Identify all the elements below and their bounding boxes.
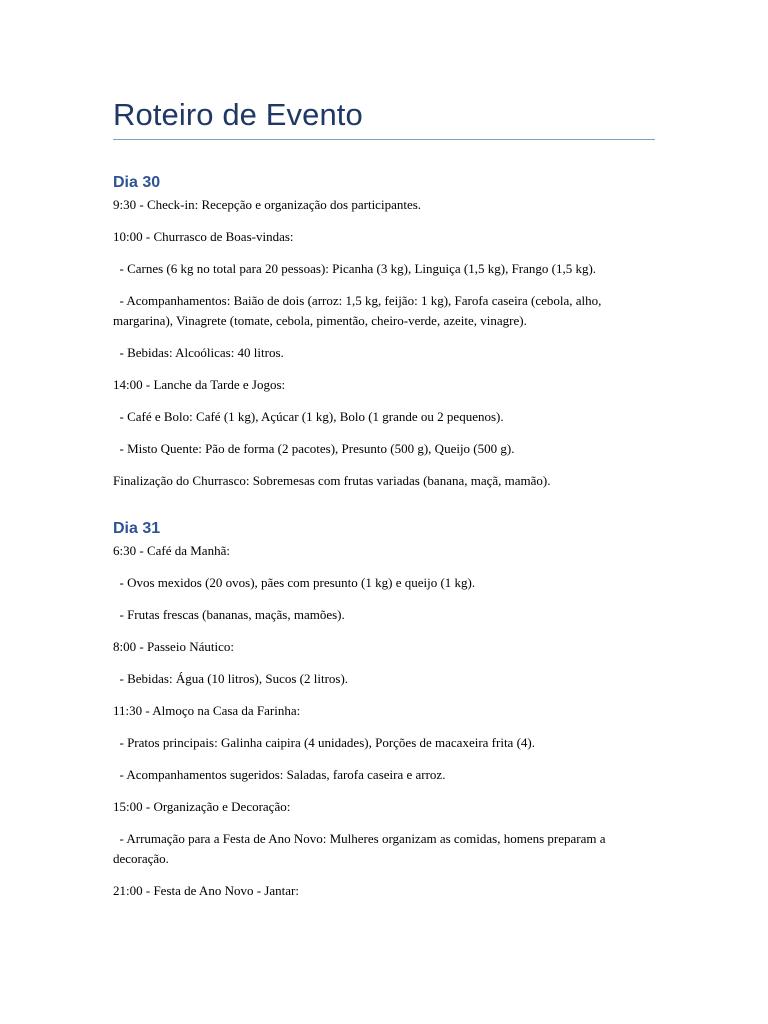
schedule-line: 14:00 - Lanche da Tarde e Jogos: bbox=[113, 377, 286, 392]
schedule-line: 6:30 - Café da Manhã: bbox=[113, 543, 230, 558]
schedule-line: Finalização do Churrasco: Sobremesas com frutas variadas (banana, maçã, mamão). bbox=[113, 473, 551, 488]
schedule-line: - Bebidas: Alcoólicas: 40 litros. bbox=[113, 345, 284, 360]
schedule-line: - Pratos principais: Galinha caipira (4 unidades), Porções de macaxeira frita (4). bbox=[113, 735, 535, 750]
document-title: Roteiro de Evento bbox=[113, 96, 655, 140]
schedule-line: - Frutas frescas (bananas, maçãs, mamões). bbox=[113, 607, 345, 622]
day-heading: Dia 30 bbox=[113, 174, 161, 191]
schedule-line: 8:00 - Passeio Náutico: bbox=[113, 639, 234, 654]
day-section-30 bbox=[113, 173, 655, 491]
schedule-line: - Misto Quente: Pão de forma (2 pacotes), Presunto (500 g), Queijo (500 g). bbox=[113, 441, 515, 456]
schedule-line: 9:30 - Check-in: Recepção e organização dos participantes. bbox=[113, 197, 422, 212]
schedule-line: - Café e Bolo: Café (1 kg), Açúcar (1 kg), Bolo (1 grande ou 2 pequenos). bbox=[113, 409, 504, 424]
schedule-line: - Ovos mexidos (20 ovos), pães com presunto (1 kg) e queijo (1 kg). bbox=[113, 575, 476, 590]
schedule-line: - Carnes (6 kg no total para 20 pessoas): Picanha (3 kg), Linguiça (1,5 kg), Frango (1,5 kg). bbox=[113, 261, 597, 276]
schedule-line: - Arrumação para a Festa de Ano Novo: Mulheres organizam as comidas, homens preparam a decoração. bbox=[113, 831, 609, 866]
schedule-line: - Bebidas: Água (10 litros), Sucos (2 litros). bbox=[113, 671, 349, 686]
document-page bbox=[113, 96, 655, 913]
schedule-line: - Acompanhamentos sugeridos: Saladas, farofa caseira e arroz. bbox=[113, 767, 446, 782]
schedule-line: 15:00 - Organização e Decoração: bbox=[113, 799, 291, 814]
schedule-line: - Acompanhamentos: Baião de dois (arroz: 1,5 kg, feijão: 1 kg), Farofa caseira (cebola, alho, margarina), Vinagrete (tomate, cebola, pimentão, cheiro-verde, azeite, vinagre). bbox=[113, 293, 605, 328]
schedule-line: 21:00 - Festa de Ano Novo - Jantar: bbox=[113, 883, 299, 898]
day-section-31 bbox=[113, 519, 655, 901]
day-heading: Dia 31 bbox=[113, 520, 161, 537]
schedule-line: 10:00 - Churrasco de Boas-vindas: bbox=[113, 229, 294, 244]
schedule-line: 11:30 - Almoço na Casa da Farinha: bbox=[113, 703, 301, 718]
